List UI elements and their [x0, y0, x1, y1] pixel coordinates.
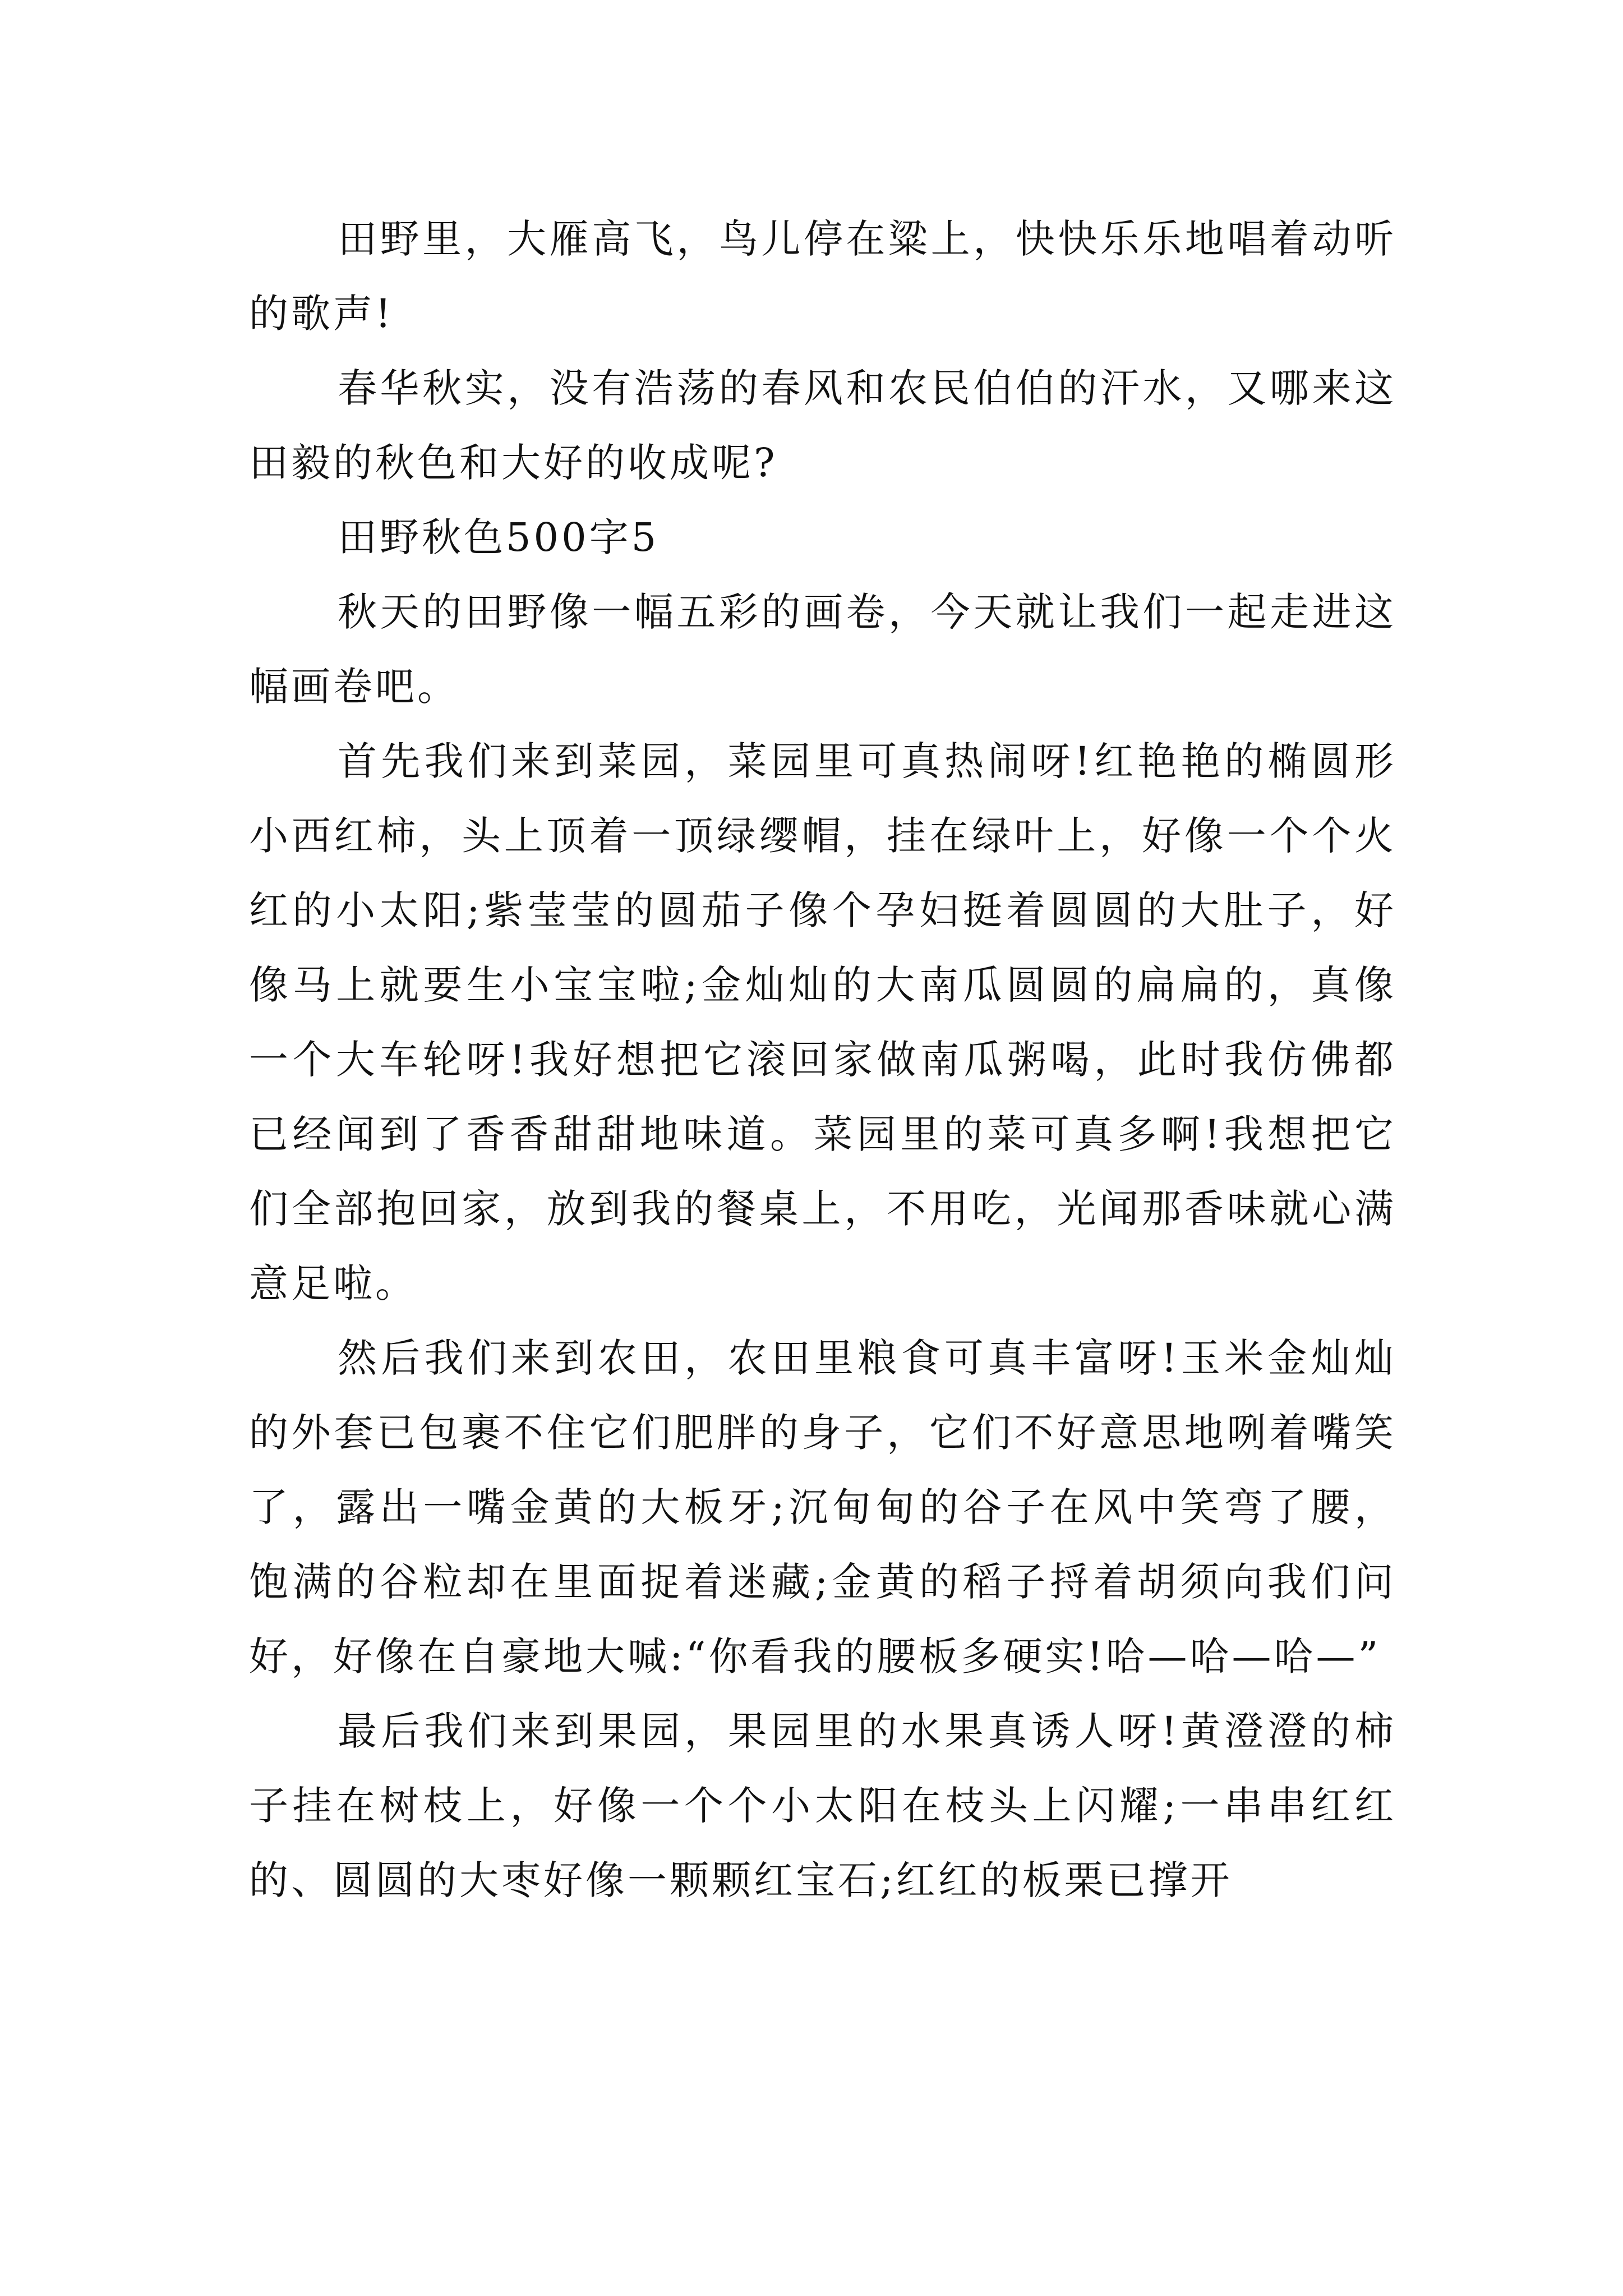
paragraph-harvest: 春华秋实，没有浩荡的春风和农民伯伯的汗水，又哪来这田毅的秋色和大好的收成呢?: [249, 365, 1396, 486]
section-heading: 田野秋色500字5: [338, 514, 660, 560]
paragraph-field-birds: 田野里，大雁高飞，鸟儿停在粱上，快快乐乐地唱着动听的歌声!: [249, 216, 1396, 337]
paragraph-intro: 秋天的田野像一幅五彩的画卷，今天就让我们一起走进这幅画卷吧。: [249, 589, 1396, 710]
paragraph-farmland: 然后我们来到农田，农田里粮食可真丰富呀!玉米金灿灿的外套已包裹不住它们肥胖的身子，它们不好意思地咧着嘴笑了，露出一嘴金黄的大板牙;沉甸甸的谷子在风中笑弯了腰，饱满的谷粒却在里面捉着迷藏;金黄的稻子捋着胡须向我们问好，好像在自豪地大喊:“你看我的腰板多硬实!哈—哈—哈—”: [249, 1335, 1396, 1680]
paragraph-orchard: 最后我们来到果园，果园里的水果真诱人呀!黄澄澄的柿子挂在树枝上，好像一个个小太阳在枝头上闪耀;一串串红红的、圆圆的大枣好像一颗颗红宝石;红红的板栗已撑开: [249, 1708, 1396, 1903]
document-body: [249, 202, 1396, 1918]
paragraph-vegetable-garden: 首先我们来到菜园，菜园里可真热闹呀!红艳艳的椭圆形小西红柿，头上顶着一顶绿缨帽，挂在绿叶上，好像一个个火红的小太阳;紫莹莹的圆茄子像个孕妇挺着圆圆的大肚子，好像马上就要生小宝宝啦;金灿灿的大南瓜圆圆的扁扁的，真像一个大车轮呀!我好想把它滚回家做南瓜粥喝，此时我仿佛都已经闻到了香香甜甜地味道。菜园里的菜可真多啊!我想把它们全部抱回家，放到我的餐桌上，不用吃，光闻那香味就心满意足啦。: [249, 738, 1396, 1306]
